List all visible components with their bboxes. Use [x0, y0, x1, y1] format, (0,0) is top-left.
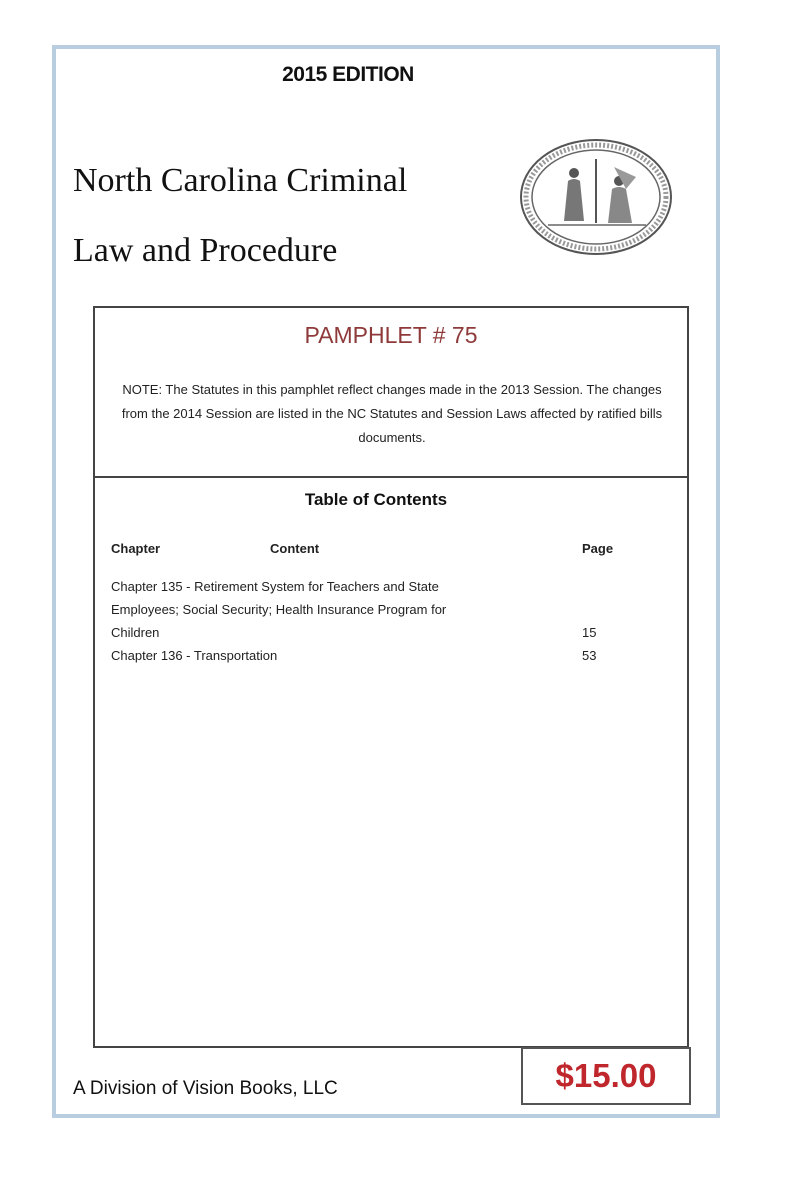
title-line-2: Law and Procedure — [73, 232, 338, 269]
toc-row — [111, 575, 671, 644]
toc-title: Table of Contents — [304, 490, 448, 509]
publisher-label: A Division of Vision Books, LLC — [73, 1078, 338, 1099]
book-cover — [52, 45, 720, 1118]
note-text: NOTE: The Statutes in this pamphlet reflect changes made in the 2013 Session. The changes from the 2014 Session are listed in the NC Statutes and Session Laws affected by ratified bills documents. — [121, 382, 663, 445]
title-line-1: North Carolina Criminal — [73, 162, 408, 199]
note-box — [95, 308, 687, 478]
toc-page: 53 — [582, 648, 597, 663]
pamphlet-number: PAMPHLET # 75 — [304, 322, 478, 348]
toc-header-chapter: Chapter — [111, 541, 161, 556]
toc-entry: Chapter 135 - Retirement System for Teachers and State Employees; Social Security; Health Insurance Program for Children — [111, 579, 447, 640]
toc-header-page: Page — [582, 541, 614, 556]
toc-header-content: Content — [270, 541, 320, 556]
state-seal-icon — [518, 137, 674, 257]
toc-entry: Chapter 136 - Transportation — [111, 648, 278, 663]
edition-label: 2015 EDITION — [282, 63, 414, 86]
toc-page: 15 — [582, 625, 597, 640]
price-tag: $15.00 — [521, 1047, 691, 1105]
contents-panel — [93, 306, 689, 1048]
toc-row — [111, 644, 671, 667]
